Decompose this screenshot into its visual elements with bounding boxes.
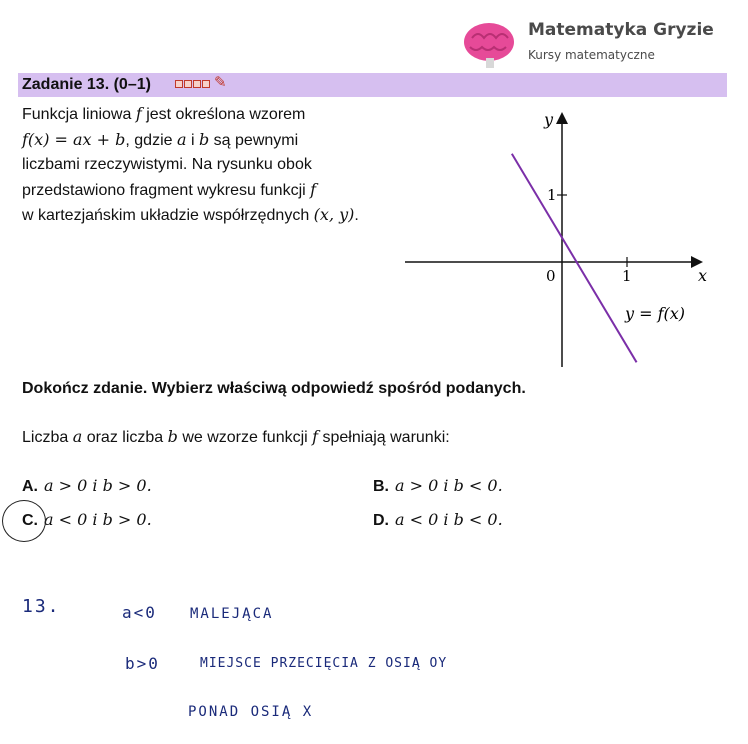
handwritten-decreasing: MALEJĄCA <box>190 606 274 622</box>
function-label: y = f(x) <box>625 304 686 323</box>
handwritten-b: b>0 <box>125 654 160 673</box>
handwritten-a: a<0 <box>122 603 157 622</box>
task-line: przedstawiono fragment wykresu funkcji f <box>22 179 317 199</box>
pencil-icon: ✎ <box>214 74 227 91</box>
task-header: Zadanie 13. (0–1) <box>22 76 151 93</box>
task-line: liczbami rzeczywistymi. Na rysunku obok <box>22 156 312 173</box>
option-b[interactable]: B. a > 0 i b < 0. <box>373 476 503 495</box>
condition-text: Liczba a oraz liczba b we wzorze funkcji f spełniają warunki: <box>22 427 450 446</box>
task-text <box>22 102 402 229</box>
x-axis-label: x <box>698 266 708 285</box>
task-line: w kartezjańskim układzie współrzędnych (x, y). <box>22 205 359 224</box>
selected-answer-circle <box>2 500 46 542</box>
task-line: f(x) = ax + b, gdzie a i b są pewnymi <box>22 129 299 149</box>
task-line: Funkcja liniowa f jest określona wzorem <box>22 104 306 123</box>
task-header-bar <box>18 73 727 97</box>
function-line <box>512 154 637 363</box>
brand-subtitle: Kursy matematyczne <box>528 48 655 62</box>
handwritten-intersection: MIEJSCE PRZECIĘCIA Z OSIĄ OY <box>200 656 448 671</box>
points-boxes-icon <box>175 80 210 88</box>
y-axis-label: y <box>544 110 554 129</box>
option-c[interactable]: C. a < 0 i b > 0. <box>22 510 152 529</box>
option-a[interactable]: A. a > 0 i b > 0. <box>22 476 152 495</box>
brand-title: Matematyka Gryzie <box>528 20 714 40</box>
handwritten-above-axis: PONAD OSIĄ X <box>188 704 314 720</box>
instruction: Dokończ zdanie. Wybierz właściwą odpowiedź spośród podanych. <box>22 380 526 397</box>
y-tick-label: 1 <box>547 186 557 204</box>
brand-logo <box>462 14 732 74</box>
option-d[interactable]: D. a < 0 i b < 0. <box>373 510 503 529</box>
function-graph <box>400 105 730 370</box>
origin-label: 0 <box>546 267 556 285</box>
brain-icon <box>462 14 520 72</box>
handwritten-number: 13. <box>22 596 61 617</box>
x-tick-label: 1 <box>622 267 632 285</box>
